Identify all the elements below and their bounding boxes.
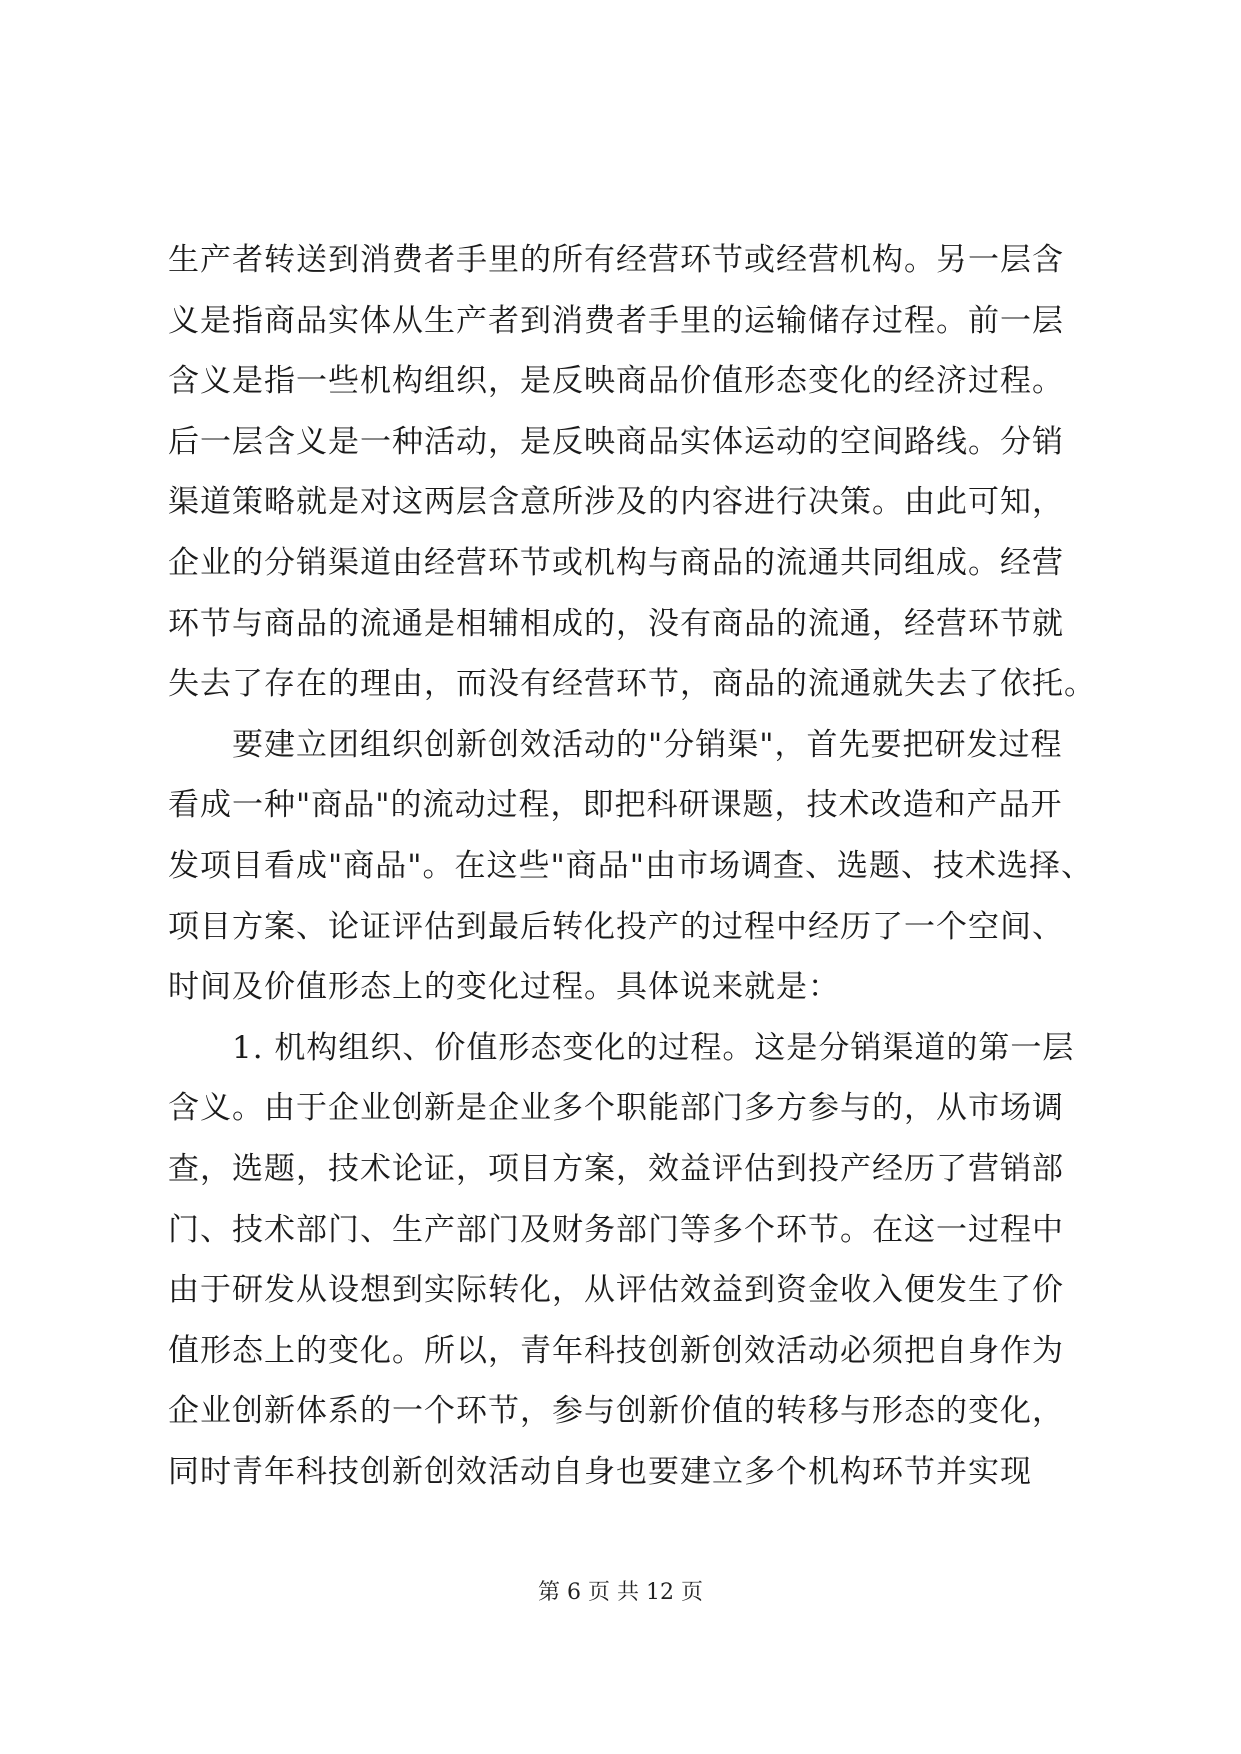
text-line: 1. 机构组织、价值形态变化的过程。这是分销渠道的第一层 (232, 1029, 1075, 1066)
text-line: 值形态上的变化。所以，青年科技创新创效活动必须把自身作为 (168, 1332, 1064, 1369)
text-line: 渠道策略就是对这两层含意所涉及的内容进行决策。由此可知， (168, 484, 1064, 521)
text-line: 时间及价值形态上的变化过程。具体说来就是： (168, 969, 840, 1006)
page-footer: 第 6 页 共 12 页 (538, 1580, 703, 1605)
text-line: 企业创新体系的一个环节，参与创新价值的转移与形态的变化， (168, 1393, 1064, 1430)
text-line: 同时青年科技创新创效活动自身也要建立多个机构环节并实现 (168, 1453, 1032, 1490)
text-line: 生产者转送到消费者手里的所有经营环节或经营机构。另一层含 (168, 242, 1064, 278)
text-line: 义是指商品实体从生产者到消费者手里的运输储存过程。前一层 (168, 302, 1064, 339)
text-line: 门、技术部门、生产部门及财务部门等多个环节。在这一过程中 (168, 1211, 1064, 1248)
text-line: 含义是指一些机构组织，是反映商品价值形态变化的经济过程。 (168, 363, 1064, 400)
text-line: 项目方案、论证评估到最后转化投产的过程中经历了一个空间、 (168, 908, 1064, 945)
text-line: 后一层含义是一种活动，是反映商品实体运动的空间路线。分销 (168, 423, 1064, 460)
text-line: 看成一种"商品"的流动过程，即把科研课题，技术改造和产品开 (168, 787, 1063, 824)
text-line: 企业的分销渠道由经营环节或机构与商品的流通共同组成。经营 (168, 544, 1064, 581)
text-line: 发项目看成"商品"。在这些"商品"由市场调查、选题、技术选择、 (168, 847, 1094, 884)
text-line: 环节与商品的流通是相辅相成的，没有商品的流通，经营环节就 (168, 605, 1064, 642)
text-line: 由于研发从设想到实际转化，从评估效益到资金收入便发生了价 (168, 1272, 1064, 1309)
text-line: 失去了存在的理由，而没有经营环节，商品的流通就失去了依托。 (168, 666, 1096, 703)
text-line: 要建立团组织创新创效活动的"分销渠"，首先要把研发过程 (232, 726, 1063, 763)
text-line: 含义。由于企业创新是企业多个职能部门多方参与的，从市场调 (168, 1090, 1064, 1127)
text-line: 查，选题，技术论证，项目方案，效益评估到投产经历了营销部 (168, 1150, 1064, 1187)
document-body (168, 230, 1096, 1502)
